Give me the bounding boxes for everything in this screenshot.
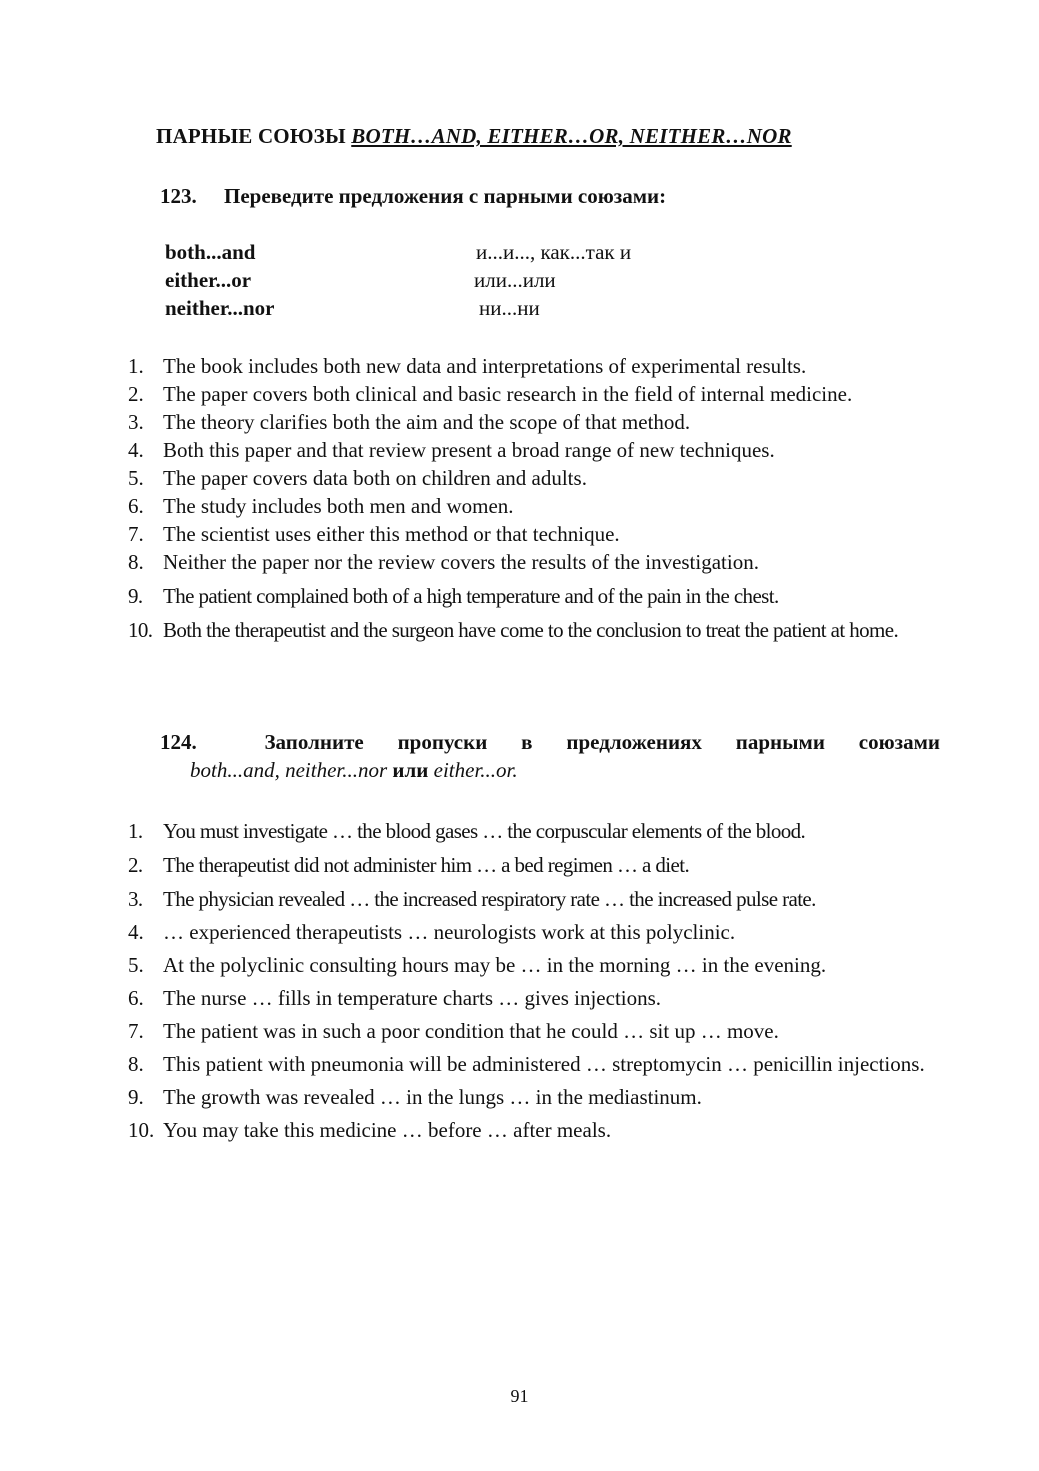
item-text: The paper covers data both on children and adults. [163,466,587,490]
item-text: This patient with pneumonia will be administered … streptomycin … penicillin injections. [163,1052,925,1076]
item-text: The book includes both new data and interpretations of experimental results. [163,354,807,378]
item-number: 1. [128,354,144,378]
item-number: 7. [128,1019,144,1043]
list-item [128,1083,940,1111]
item-number: 3. [128,410,144,434]
item-text: The study includes both men and women. [163,494,514,518]
list-item [128,380,940,408]
exercise-124-conjunctions: both...and, neither...nor [190,758,388,782]
exercise-124-or: или [392,758,429,782]
pair-russian: или...или [474,268,556,292]
exercise-123-number: 123. [160,184,197,208]
list-item [128,436,940,464]
item-text: … experienced therapeutists … neurologists work at this polyclinic. [163,920,736,944]
list-item [128,582,940,610]
list-item [128,1017,940,1045]
item-number: 10. [128,618,153,642]
list-item [128,616,940,644]
exercise-124-instruction: Заполните пропуски в предложениях парными союзами [264,730,940,754]
list-item [128,817,940,845]
exercise-124-sentences [128,817,940,1144]
section-title [156,124,792,149]
item-text: The paper covers both clinical and basic research in the field of internal medicine. [163,382,853,406]
item-text: The theory clarifies both the aim and the scope of that method. [163,410,691,434]
list-item [128,918,940,946]
exercise-124-instruction-line [160,728,940,756]
exercise-124-conjunction-either: either...or. [433,758,518,782]
item-text: You must investigate … the blood gases … the corpuscular elements of the blood. [163,819,806,843]
item-number: 5. [128,466,144,490]
list-item [128,885,940,913]
item-text: You may take this medicine … before … after meals. [163,1118,612,1142]
item-number: 9. [128,584,143,608]
list-item [128,352,940,380]
item-text: Neither the paper nor the review covers the results of the investigation. [163,550,759,574]
exercise-124-heading [160,728,940,784]
exercise-123-sentences [128,352,940,644]
section-title-conjunctions: BOTH…AND, EITHER…OR, NEITHER…NOR [351,124,792,148]
item-text: Both the therapeutist and the surgeon have come to the conclusion to treat the patient at home. [163,618,899,642]
pair-english: neither...nor [165,296,275,320]
item-number: 2. [128,382,144,406]
item-number: 6. [128,494,144,518]
item-text: The nurse … fills in temperature charts … gives injections. [163,986,662,1010]
list-item [128,492,940,520]
item-number: 8. [128,1052,144,1076]
item-number: 5. [128,953,144,977]
pair-russian: ни...ни [479,296,540,320]
item-number: 4. [128,438,144,462]
item-text: Both this paper and that review present a broad range of new techniques. [163,438,775,462]
item-text: At the polyclinic consulting hours may be … in the morning … in the evening. [163,953,827,977]
list-item [128,851,940,879]
exercise-124-number: 124. [160,730,197,754]
list-item [128,520,940,548]
item-text: The patient was in such a poor condition that he could … sit up … move. [163,1019,779,1043]
item-number: 6. [128,986,144,1010]
pair-english: both...and [165,240,256,264]
item-number: 8. [128,550,144,574]
item-text: The patient complained both of a high temperature and of the pain in the chest. [163,584,779,608]
list-item [128,951,940,979]
list-item [128,464,940,492]
item-text: The scientist uses either this method or that technique. [163,522,620,546]
item-number: 2. [128,853,143,877]
item-number: 3. [128,887,143,911]
list-item [128,984,940,1012]
item-text: The physician revealed … the increased respiratory rate … the increased pulse rate. [163,887,816,911]
exercise-123-heading [160,184,666,209]
exercise-123-instruction: Переведите предложения с парными союзами: [224,184,667,208]
list-item [128,1050,940,1078]
item-number: 7. [128,522,144,546]
list-item [128,1116,940,1144]
item-text: The growth was revealed … in the lungs … in the mediastinum. [163,1085,702,1109]
section-title-prefix: ПАРНЫЕ СОЮЗЫ [156,124,352,148]
page-number: 91 [510,1386,529,1406]
item-number: 1. [128,819,143,843]
exercise-124-conjunctions-line [160,756,940,784]
item-number: 10. [128,1118,155,1142]
item-number: 9. [128,1085,144,1109]
item-number: 4. [128,920,144,944]
list-item [128,408,940,436]
item-text: The therapeutist did not administer him … a bed regimen … a diet. [163,853,690,877]
pair-english: either...or [165,268,252,292]
pair-russian: и...и..., как...так и [476,240,632,264]
list-item [128,548,940,576]
